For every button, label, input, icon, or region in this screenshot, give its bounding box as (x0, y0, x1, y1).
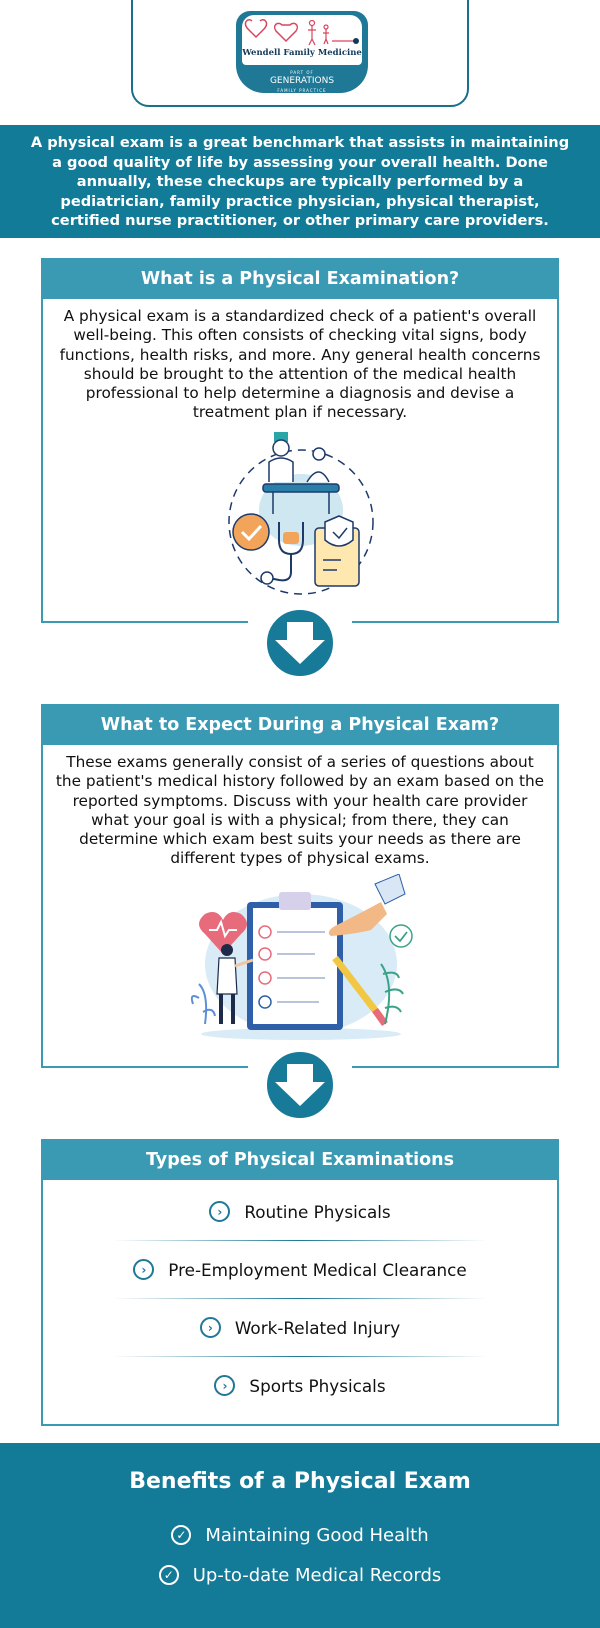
benefit-label: Maintaining Good Health (205, 1524, 429, 1546)
intro-text: A physical exam is a great benchmark that assists in maintaining a good quality of life by assessing your overall health. Done annually, these checkups are typically performed by a pediatrician, family practice physician, physical therapist, certified nurse practitioner, or other primary care providers. (30, 134, 570, 229)
list-item-label: Pre-Employment Medical Clearance (168, 1259, 467, 1280)
logo-group (236, 68, 368, 95)
logo-group-sub: FAMILY PRACTICE (277, 88, 327, 93)
check-circle-icon: ✓ (171, 1525, 191, 1545)
benefit-label: Up-to-date Medical Records (192, 1564, 442, 1586)
benefit-item (0, 1555, 600, 1595)
arrow-down-icon (261, 604, 339, 682)
benefits-title: Benefits of a Physical Exam (129, 1469, 471, 1494)
section-title: What is a Physical Examination? (43, 260, 557, 299)
arrow-down-glyph (267, 1052, 333, 1118)
section-title: What to Expect During a Physical Exam? (43, 706, 557, 745)
section-types (41, 1139, 559, 1426)
list-item[interactable] (113, 1241, 487, 1298)
benefits-band (0, 1443, 600, 1628)
arrow-down-icon (261, 1046, 339, 1124)
section-title: Types of Physical Examinations (43, 1141, 557, 1180)
chevron-right-icon: › (200, 1317, 221, 1338)
clipboard-illustration-icon (185, 874, 417, 1042)
section-body: A physical exam is a standardized check of a patient's overall well-being. This often consists of checking vital signs, body functions, health risks, and more. Any general health concerns should be brought to the attention of the medical health professional to help determine a diagnosis and devise a treatment plan if necessary. (59, 307, 541, 422)
section-body: These exams generally consist of a series of questions about the patient's medical history followed by an exam based on the reported symptoms. Discuss with your health care provider what your goal is with a physical; from there, they can determine which exam best suits your needs as there are different types of physical exams. (55, 753, 545, 868)
arrow-down-glyph (267, 610, 333, 676)
list-item[interactable] (113, 1357, 487, 1414)
section-what-to-expect (41, 704, 559, 1068)
check-circle-icon: ✓ (159, 1565, 179, 1585)
brand-logo[interactable] (236, 11, 368, 93)
intro-band (0, 125, 600, 238)
section-what-is (41, 258, 559, 623)
logo-emblem (242, 15, 362, 65)
logo-name: Wendell Family Medicine (242, 48, 362, 58)
logo-group-name: GENERATIONS (269, 76, 335, 86)
list-item[interactable] (113, 1299, 487, 1356)
list-item-label: Routine Physicals (244, 1201, 391, 1222)
benefit-item (0, 1515, 600, 1555)
logo-part-of: PART OF (290, 70, 314, 75)
logo-card (131, 0, 469, 107)
chevron-right-icon: › (133, 1259, 154, 1280)
exam-illustration-icon (221, 432, 381, 600)
types-list (43, 1180, 557, 1414)
list-item[interactable] (113, 1183, 487, 1240)
family-heart-icon (242, 15, 362, 47)
list-item-label: Work-Related Injury (234, 1317, 401, 1338)
chevron-right-icon: › (214, 1375, 235, 1396)
chevron-right-icon: › (209, 1201, 230, 1222)
list-item-label: Sports Physicals (249, 1375, 386, 1396)
